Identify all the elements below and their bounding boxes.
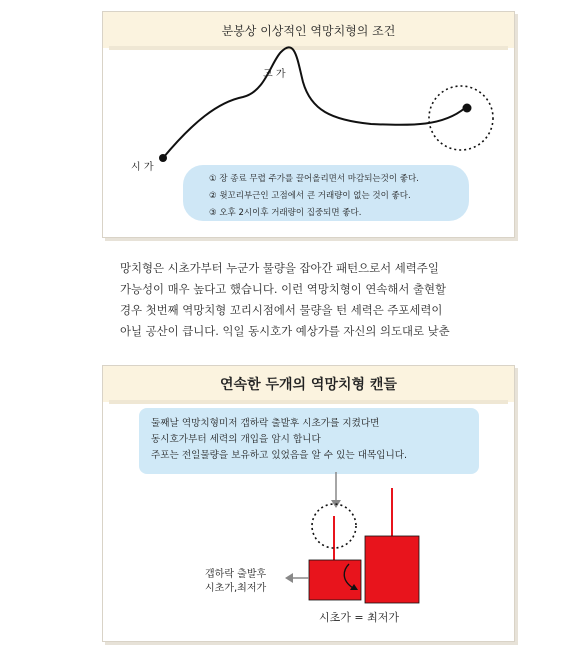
label-high-price: 고 가 [263,69,286,80]
candle2-body [309,560,361,600]
close-highlight-circle [429,86,493,150]
note-line: 둘째날 역망치형미저 갭하락 출발후 시초가를 지켰다면 [151,418,380,429]
body-paragraph [120,258,515,342]
note-line: 주포는 전일물량을 보유하고 있었음을 알 수 있는 대목입니다. [151,450,408,461]
paragraph-line: 경우 첫번째 역망치형 꼬리시점에서 물량을 턴 세력은 주포세력이 [120,303,443,317]
label-gap-down: 갭하락 출발후 [205,569,267,580]
box-title: 연속한 두개의 역망치형 캔들 [220,377,397,393]
condition-item: ③ 오후 2시이후 거래량이 집중되면 좋다. [209,208,362,218]
paragraph-line: 가능성이 매우 높다고 했습니다. 이런 역망치형이 연속해서 출현할 [120,282,447,296]
candle1-body [365,536,419,603]
label-open-price: 시 가 [131,162,154,173]
gap-label-arrow-head [285,573,293,583]
box-title: 분봉상 이상적인 역망치형의 조건 [221,23,396,38]
price-path-line [163,47,465,158]
start-point-marker [159,154,167,162]
condition-item: ② 윗꼬리부근인 고점에서 큰 거래량이 없는 것이 좋다. [209,191,411,201]
conditions-note [183,165,469,221]
note-line: 동시호가부터 세력의 개입을 암시 합니다 [151,434,321,445]
candlestick-diagram [103,366,514,641]
paragraph-line: 망치형은 시초가부터 누군가 물량을 잡아간 패턴으로서 세력주일 [120,261,439,275]
chart-box-ideal-inverted-hammer [102,11,515,238]
paragraph-line: 아닐 공산이 큽니다. 익일 동시호가 예상가를 자신의 의도대로 낮춘 [120,324,450,338]
label-open-low: 시초가,최저가 [205,583,267,594]
label-open-equals-low: 시초가 = 최저가 [319,611,399,624]
condition-item: ① 장 종료 무렵 주가를 끌어올리면서 마감되는것이 좋다. [209,174,419,184]
close-point-marker [463,104,472,113]
chart-box-two-inverted-hammers [102,365,515,642]
